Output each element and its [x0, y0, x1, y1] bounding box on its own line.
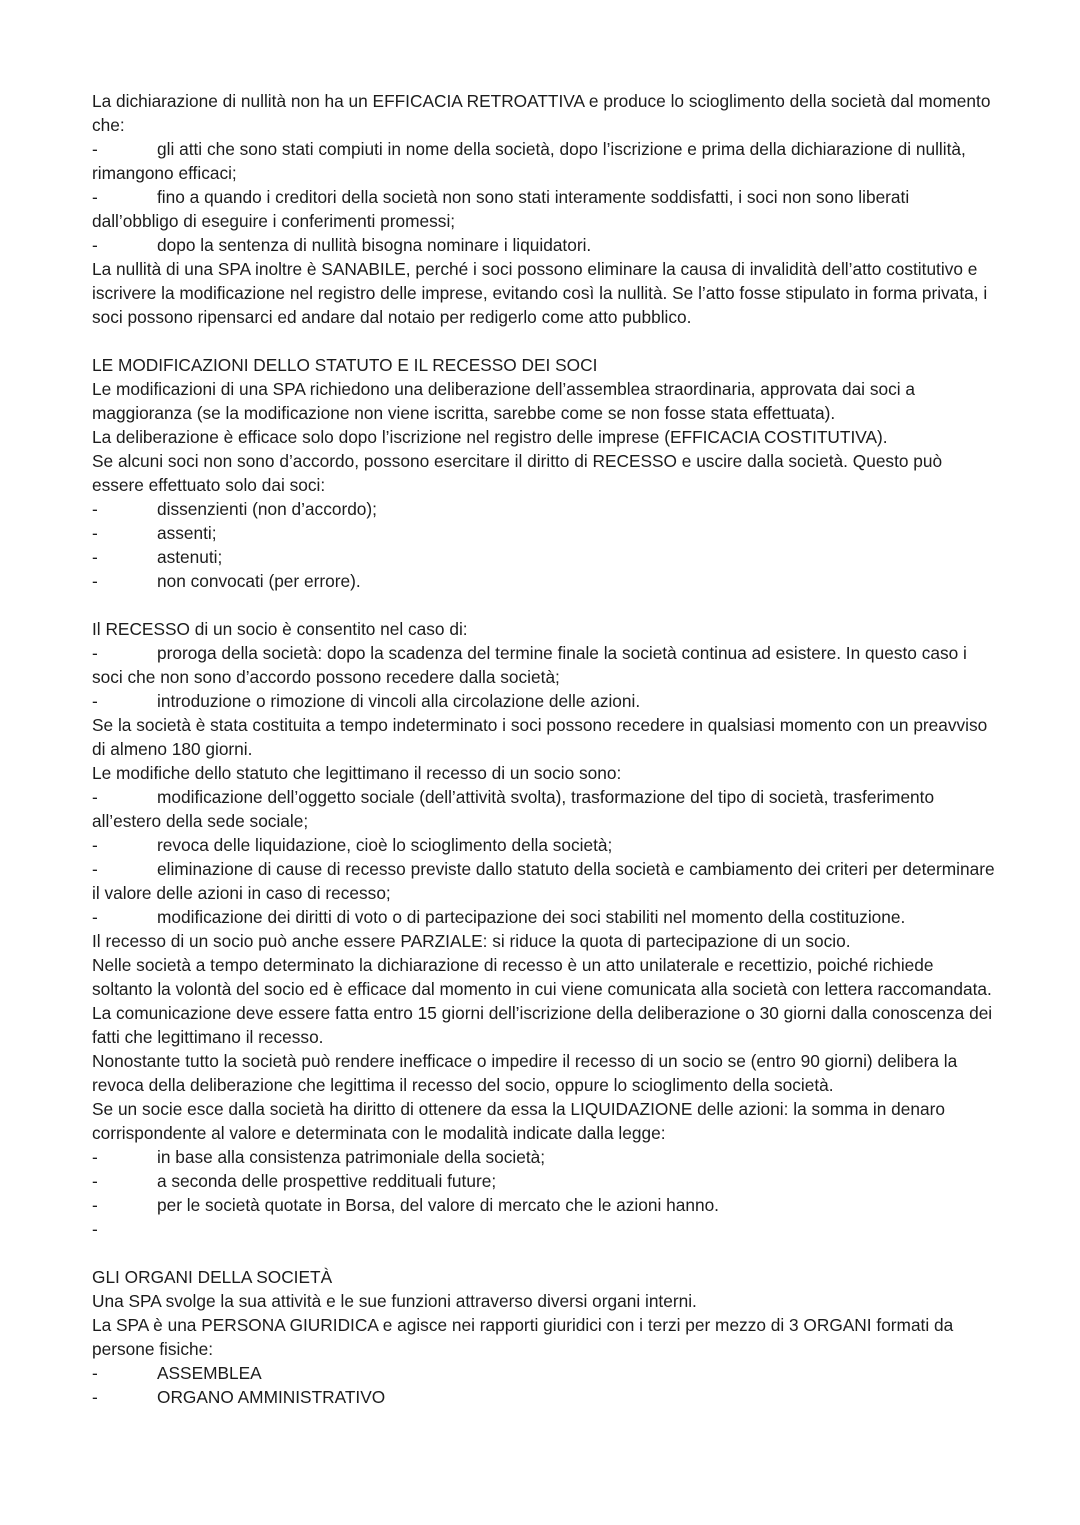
paragraph: LE MODIFICAZIONI DELLO STATUTO E IL RECESSO DEI SOCI — [92, 355, 598, 375]
paragraph: La comunicazione deve essere fatta entro 15 giorni dell’iscrizione della deliberazione o 30 giorni dalla conoscenza dei fatti che legittimano il recesso. — [92, 1003, 993, 1047]
list-item — [92, 833, 997, 857]
list-item-text: astenuti; — [157, 547, 223, 567]
list-item-text: per le società quotate in Borsa, del valore di mercato che le azioni hanno. — [157, 1195, 719, 1215]
paragraph: La deliberazione è efficace solo dopo l’iscrizione nel registro delle imprese (EFFICACIA COSTITUTIVA). — [92, 427, 888, 447]
paragraph: La dichiarazione di nullità non ha un EFFICACIA RETROATTIVA e produce lo scioglimento della società dal momento che: — [92, 91, 991, 135]
paragraph: Nonostante tutto la società può rendere inefficace o impedire il recesso di un socio se (entro 90 giorni) delibera la revoca della deliberazione che legittima il recesso del socio, oppure lo scioglimento della società. — [92, 1051, 958, 1095]
bullet-dash: - — [92, 859, 98, 879]
bullet-dash: - — [92, 571, 98, 591]
list-item-text: proroga della società: dopo la scadenza del termine finale la società continua ad esistere. In questo caso i soci che non sono d’accordo possono recedere dalla società; — [92, 643, 967, 687]
paragraph: Il recesso di un socio può anche essere PARZIALE: si riduce la quota di partecipazione di un socio. — [92, 931, 851, 951]
list-item-text: ASSEMBLEA — [157, 1363, 262, 1383]
list-item-text: eliminazione di cause di recesso previste dallo statuto della società e cambiamento dei criteri per determinare il valore delle azioni in caso di recesso; — [92, 859, 995, 903]
list-item — [92, 569, 997, 593]
list-item-text: revoca delle liquidazione, cioè lo scioglimento della società; — [157, 835, 613, 855]
bullet-dash: - — [92, 835, 98, 855]
bullet-dash: - — [92, 139, 98, 159]
bullet-dash: - — [92, 499, 98, 519]
list-item-text: fino a quando i creditori della società non sono stati interamente soddisfatti, i soci non sono liberati dall’obbligo di eseguire i conferimenti promessi; — [92, 187, 910, 231]
list-item — [92, 1217, 997, 1241]
bullet-dash: - — [92, 1363, 98, 1383]
paragraph: GLI ORGANI DELLA SOCIETÀ — [92, 1267, 333, 1287]
list-item-text: a seconda delle prospettive reddituali future; — [157, 1171, 497, 1191]
paragraph: Il RECESSO di un socio è consentito nel caso di: — [92, 619, 468, 639]
paragraph: Se un socie esce dalla società ha diritto di ottenere da essa la LIQUIDAZIONE delle azioni: la somma in denaro corrispondente al valore e determinata con le modalità indicate dalla legge: — [92, 1099, 945, 1143]
paragraph: La nullità di una SPA inoltre è SANABILE, perché i soci possono eliminare la causa di invalidità dell’atto costitutivo e iscrivere la modificazione nel registro delle imprese, evitando così la nullità. Se l’atto fosse stipulato in forma privata, i soci possono ripensarci ed andare dal notaio per redigerlo come atto pubblico. — [92, 259, 988, 327]
list-item — [92, 1385, 997, 1409]
bullet-dash: - — [92, 1147, 98, 1167]
list-item — [92, 521, 997, 545]
list-item — [92, 1361, 997, 1385]
paragraph: Le modifiche dello statuto che legittimano il recesso di un socio sono: — [92, 763, 622, 783]
bullet-dash: - — [92, 787, 98, 807]
list-item-text: ORGANO AMMINISTRATIVO — [157, 1387, 386, 1407]
bullet-dash: - — [92, 1195, 98, 1215]
list-item — [92, 137, 997, 185]
paragraph-spacer — [92, 1241, 997, 1265]
list-item — [92, 185, 997, 233]
bullet-dash: - — [92, 547, 98, 567]
paragraph-spacer — [92, 593, 997, 617]
list-item-text: modificazione dei diritti di voto o di partecipazione dei soci stabiliti nel momento della costituzione. — [157, 907, 906, 927]
list-item — [92, 545, 997, 569]
document-body — [92, 89, 997, 1409]
bullet-dash: - — [92, 235, 98, 255]
list-item — [92, 785, 997, 833]
bullet-dash: - — [92, 643, 98, 663]
paragraph: Se la società è stata costituita a tempo indeterminato i soci possono recedere in qualsiasi momento con un preavviso di almeno 180 giorni. — [92, 715, 988, 759]
list-item — [92, 689, 997, 713]
list-item-text: assenti; — [157, 523, 217, 543]
list-item — [92, 905, 997, 929]
list-item — [92, 1193, 997, 1217]
list-item — [92, 497, 997, 521]
list-item-text: dissenzienti (non d’accordo); — [157, 499, 377, 519]
list-item-text: in base alla consistenza patrimoniale della società; — [157, 1147, 546, 1167]
bullet-dash: - — [92, 1219, 98, 1239]
bullet-dash: - — [92, 187, 98, 207]
bullet-dash: - — [92, 691, 98, 711]
list-item-text: gli atti che sono stati compiuti in nome della società, dopo l’iscrizione e prima della dichiarazione di nullità, rimangono efficaci; — [92, 139, 966, 183]
list-item-text: introduzione o rimozione di vincoli alla circolazione delle azioni. — [157, 691, 641, 711]
paragraph: Se alcuni soci non sono d’accordo, possono esercitare il diritto di RECESSO e uscire dalla società. Questo può essere effettuato solo dai soci: — [92, 451, 943, 495]
list-item — [92, 233, 997, 257]
list-item-text: dopo la sentenza di nullità bisogna nominare i liquidatori. — [157, 235, 592, 255]
paragraph: La SPA è una PERSONA GIURIDICA e agisce nei rapporti giuridici con i terzi per mezzo di 3 ORGANI formati da persone fisiche: — [92, 1315, 954, 1359]
paragraph: Una SPA svolge la sua attività e le sue funzioni attraverso diversi organi interni. — [92, 1291, 697, 1311]
list-item — [92, 1145, 997, 1169]
list-item — [92, 641, 997, 689]
bullet-dash: - — [92, 907, 98, 927]
bullet-dash: - — [92, 1387, 98, 1407]
paragraph-spacer — [92, 329, 997, 353]
list-item — [92, 1169, 997, 1193]
bullet-dash: - — [92, 1171, 98, 1191]
paragraph: Le modificazioni di una SPA richiedono una deliberazione dell’assemblea straordinaria, approvata dai soci a maggioranza (se la modificazione non viene iscritta, sarebbe come se non fosse stata effettuata). — [92, 379, 915, 423]
bullet-dash: - — [92, 523, 98, 543]
list-item — [92, 857, 997, 905]
list-item-text: non convocati (per errore). — [157, 571, 361, 591]
paragraph: Nelle società a tempo determinato la dichiarazione di recesso è un atto unilaterale e recettizio, poiché richiede soltanto la volontà del socio ed è efficace dal momento in cui viene comunicata alla società con lettera raccomandata. — [92, 955, 992, 999]
list-item-text: modificazione dell’oggetto sociale (dell’attività svolta), trasformazione del tipo di società, trasferimento all’estero della sede sociale; — [92, 787, 935, 831]
